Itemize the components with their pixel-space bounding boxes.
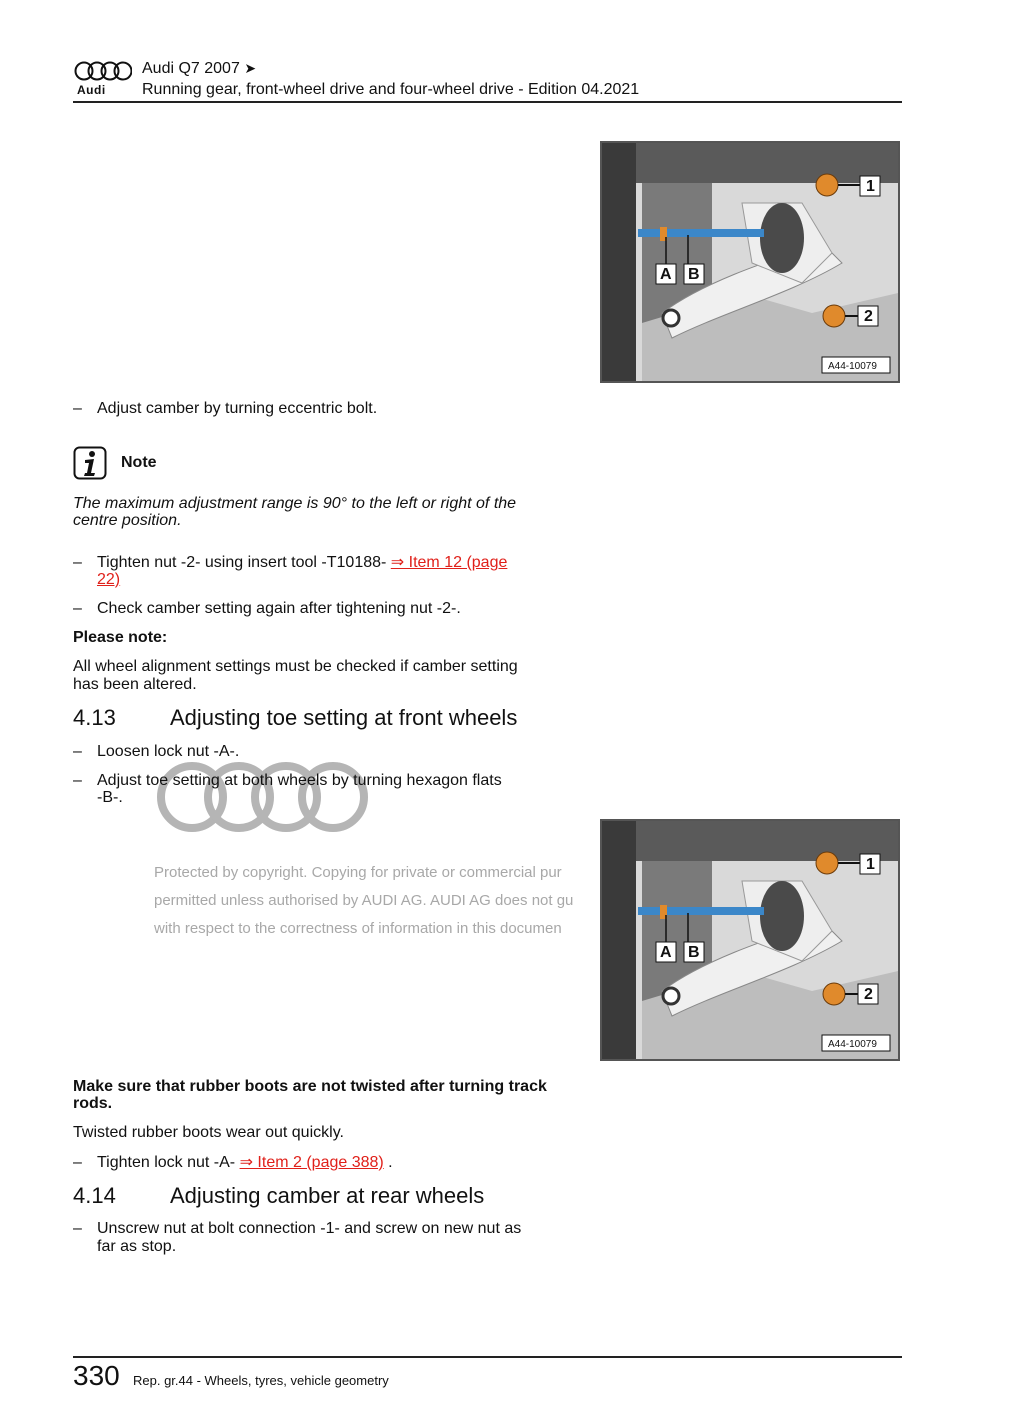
note-text-line-2: centre position. (73, 512, 182, 529)
step-adjust-camber: – Adjust camber by turning eccentric bolt. (73, 400, 378, 417)
header-divider (73, 101, 902, 103)
step-unscrew-line-2: far as stop. (97, 1238, 177, 1255)
section-number: 4.14 (73, 1183, 116, 1208)
step-tighten-nut-text: Tighten nut -2- using insert tool -T10188- ⇒ Item 12 (page (97, 554, 508, 571)
header-model: Audi Q7 2007 ➤ (142, 60, 257, 77)
step-tighten-lock-nut-text: Tighten lock nut -A- ⇒ Item 2 (page 388) . (97, 1154, 393, 1171)
link-item-12-page[interactable]: 22) (97, 571, 121, 588)
footer-chapter: Rep. gr.44 - Wheels, tyres, vehicle geometry (133, 1373, 389, 1388)
section-number: 4.13 (73, 705, 116, 730)
warning-line-1: Make sure that rubber boots are not twisted after turning track (73, 1078, 547, 1095)
alignment-text-line-1: All wheel alignment settings must be checked if camber setting (73, 658, 518, 675)
figure1-label-b: B (688, 266, 700, 283)
section-heading-4-13 (73, 705, 573, 731)
alignment-text-line-2: has been altered. (73, 676, 197, 693)
audi-wordmark: Audi (77, 83, 106, 97)
watermark-line-3: with respect to the correctness of information in this documen (154, 920, 562, 937)
figure1-label-1: 1 (866, 178, 875, 195)
info-note-icon (73, 446, 107, 480)
step-check-camber: – Check camber setting again after tightening nut -2-. (73, 600, 461, 617)
link-item-2[interactable]: ⇒ Item 2 (page 388) (239, 1154, 384, 1171)
warning-line-2: rods. (73, 1095, 113, 1112)
footer-divider (73, 1356, 902, 1358)
arrow-right-icon: ➤ (244, 60, 257, 76)
watermark-line-1: Protected by copyright. Copying for private or commercial pur (154, 864, 562, 881)
twisted-boots-text: Twisted rubber boots wear out quickly. (73, 1124, 344, 1141)
figure2-label-1: 1 (866, 856, 875, 873)
figure2-code: A44-10079 (828, 1039, 877, 1050)
step-unscrew-line-1: Unscrew nut at bolt connection -1- and screw on new nut as (97, 1220, 522, 1237)
step-adjust-toe-line-1: Adjust toe setting at both wheels by turning hexagon flats (97, 772, 502, 789)
note-title: Note (121, 454, 157, 471)
step-adjust-toe: – (73, 772, 82, 789)
section-heading-4-14 (73, 1183, 573, 1209)
figure2-label-b: B (688, 944, 700, 961)
note-text-line-1: The maximum adjustment range is 90° to the left or right of the (73, 495, 517, 512)
figure-suspension-1 (600, 141, 900, 383)
page-number: 330 (73, 1360, 120, 1391)
figure2-label-2: 2 (864, 986, 873, 1003)
section-title: Adjusting toe setting at front wheels (170, 705, 518, 730)
step-tighten-lock-nut: – (73, 1154, 82, 1171)
figure2-label-a: A (660, 944, 672, 961)
link-item-12[interactable]: ⇒ Item 12 (page (390, 554, 508, 571)
figure1-code: A44-10079 (828, 361, 877, 372)
figure1-label-2: 2 (864, 308, 873, 325)
section-title: Adjusting camber at rear wheels (170, 1183, 485, 1208)
figure-suspension-2 (600, 819, 900, 1061)
step-adjust-toe-line-2: -B-. (97, 789, 123, 806)
audi-rings-logo (74, 60, 132, 82)
watermark-line-2: permitted unless authorised by AUDI AG. AUDI AG does not gu (154, 892, 574, 909)
figure1-label-a: A (660, 266, 672, 283)
step-unscrew-nut: – (73, 1220, 82, 1237)
step-tighten-nut: – (73, 554, 82, 571)
header-subtitle: Running gear, front-wheel drive and four-wheel drive - Edition 04.2021 (142, 81, 640, 98)
step-loosen-lock-nut: – Loosen lock nut -A-. (73, 743, 240, 760)
please-note-heading: Please note: (73, 629, 168, 646)
